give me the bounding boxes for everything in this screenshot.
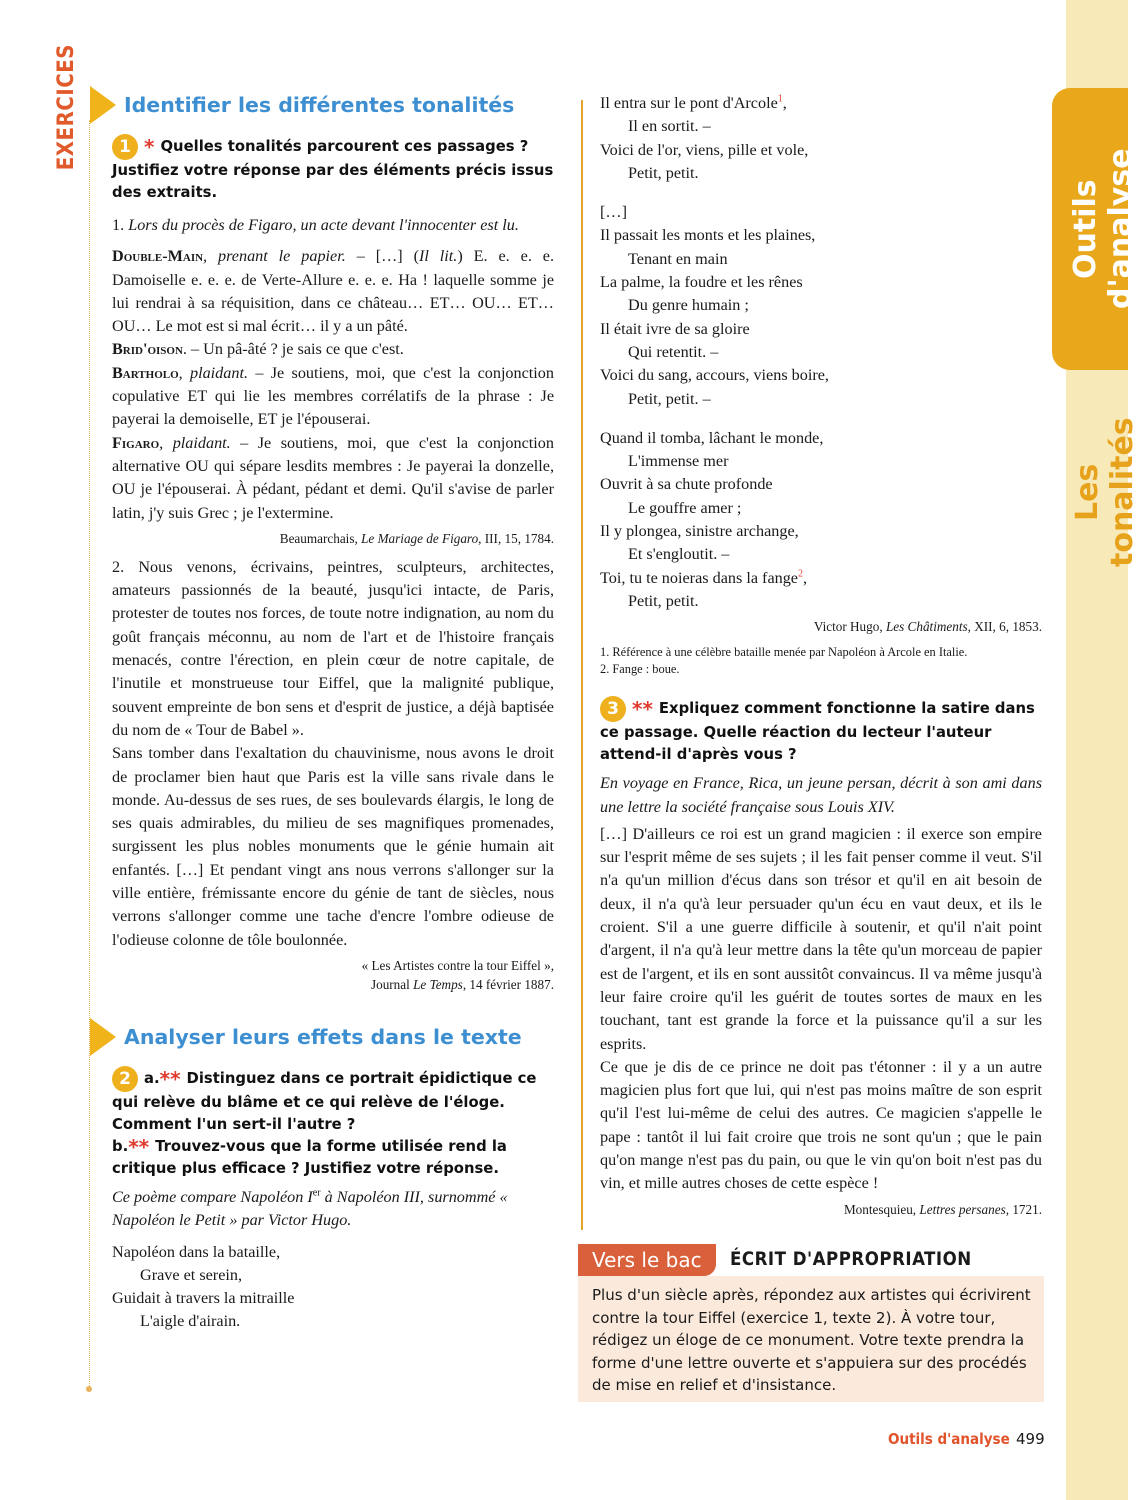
page-number: 499: [1016, 1430, 1045, 1448]
poem-stanza-1: Napoléon dans la bataille, Grave et serein, Guidait à travers la mitraille L'aigle d'airain.: [112, 1242, 295, 1331]
poem-stanza-2: Il passait les monts et les plaines, Tenant en main La palme, la foudre et les rênes Du genre humain ; Il était ivre de sa gloire Qui retentit. – Voici du sang, accours, viens boire, Petit, petit. –: [600, 226, 829, 408]
exercise-2-question-b: b.** Trouvez-vous que la forme utilisée rend la critique plus efficace ? Justifiez votre réponse.: [112, 1134, 507, 1177]
chapter-tab-outils-label: Outils d'analyse: [1068, 148, 1138, 310]
text-1-intro: 1. Lors du procès de Figaro, un acte devant l'innocenter est lu.: [112, 216, 519, 234]
exercices-label: EXERCICES: [54, 44, 79, 171]
exercise-1-question: 1 * Quelles tonalités parcourent ces passages ? Justifiez votre réponse par des éléments précis issus des extraits.: [112, 135, 554, 201]
text-2-paragraph-2: Sans tomber dans l'exaltation du chauvinisme, nous avons le droit de proclamer bien haut que Paris est la ville sans rivale dans le monde. Au-dessus de ses rues, de ses boulevards élargis, le long de ses quais admirables, du milieu de ses magnifiques promenades, surgissent les plus nobles monuments que le génie humain ait enfantés. […] Et pendant vingt ans nous verrons s'allonger sur la ville entière, frémissante encore du génie de tant de siècles, nous verrons s'allonger comme une tache d'encre l'ombre odieuse de l'odieuse colonne de tôle boulonnée.: [112, 744, 554, 949]
left-divider-dot: [86, 1386, 92, 1392]
text-2-paragraph-1: 2. Nous venons, écrivains, peintres, sculpteurs, architectes, amateurs passionnés de la beauté, jusqu'ici intacte, de Paris, protester de toutes nos forces, de toute notre indignation, au nom du goût français méconnu, au nom de l'art et de l'histoire français menacés, contre l'érection, en plein cœur de notre capitale, de l'inutile et monstrueuse tour Eiffel, que la malignité publique, souvent empreinte de bon sens et d'esprit de justice, a déjà baptisée du nom de « Tour de Babel ».: [112, 557, 554, 739]
chapter-tab-tonalites-label[interactable]: Les tonalités: [1070, 417, 1140, 567]
source-hugo: Victor Hugo, Les Châtiments, XII, 6, 1853.: [813, 619, 1042, 635]
bac-box: [578, 1276, 1044, 1402]
footer-chapter-label: Outils d'analyse: [888, 1430, 1010, 1448]
dialogue-bridoison: Brid'oison. – Un pâ-âté ? je sais ce que c'est.: [112, 340, 404, 359]
footnote-2: 2. Fange : boue.: [600, 662, 680, 677]
bac-tag: Vers le bac: [578, 1244, 716, 1276]
difficulty-stars: *: [144, 135, 155, 159]
source-montesquieu: Montesquieu, Lettres persanes, 1721.: [843, 1201, 1042, 1217]
exercise-number-badge: 1: [112, 134, 138, 160]
poem-gap: […]: [600, 203, 627, 222]
right-column: [600, 92, 1042, 1227]
dialogue-bartholo: Bartholo, plaidant. – Je soutiens, moi, que c'est la conjonction copulative ET qui lie les membres corrélatifs de la phrase : Je payerai la demoiselle, ET je l'épouserai.: [112, 363, 554, 429]
exercise-3-question: 3 ** Expliquez comment fonctionne la satire dans ce passage. Quelle réaction du lecteur l'auteur attend-il d'après vous ?: [600, 697, 1035, 764]
triangle-marker-icon: [90, 1018, 116, 1056]
bac-text: Plus d'un siècle après, répondez aux artistes qui écrivirent contre la tour Eiffel (exercice 1, texte 2). À votre tour, rédigez un éloge de ce monument. Votre texte prendra la forme d'une lettre ouverte et s'appuiera sur des procédés de mise en relief et d'insistance.: [592, 1286, 1031, 1394]
left-column: [112, 90, 554, 1334]
exercise-number-badge: 3: [600, 696, 626, 722]
footnotes: [600, 644, 1042, 678]
section-title-analyser: Analyser leurs effets dans le texte: [112, 1022, 554, 1052]
bac-title: ÉCRIT D'APPROPRIATION: [730, 1249, 972, 1270]
exercise-number-badge: 2: [112, 1066, 138, 1092]
poem-intro: Ce poème compare Napoléon Ier à Napoléon III, surnommé « Napoléon le Petit » par Victor Hugo.: [112, 1187, 508, 1230]
dialogue-doublemain: Double-Main, prenant le papier. – […] (Il lit.) E. e. e. e. Damoiselle e. e. e. de Verte-Allure e. e. e. Ha ! laquelle somme je lui rendrai à sa réquisition, dans ce château… ET… OU… ET… OU… Le mot est si mal écrit… il y a un pâté.: [112, 247, 555, 336]
triangle-marker-icon: [90, 86, 116, 124]
footnote-ref: 1: [777, 93, 783, 105]
source-beaumarchais: Beaumarchais, Le Mariage de Figaro, III, 15, 1784.: [279, 530, 554, 546]
text-3-paragraph-2: Ce que je dis de ce prince ne doit pas t'étonner : il y a un autre magicien plus fort que lui, qui n'est pas moins maître de son esprit qu'il l'est lui-même de celui des autres. Ce magicien s'appelle le pape : tantôt il lui fait croire que trois ne sont qu'un ; que le pain qu'on mange n'est pas du pain, ou que le vin qu'on boit n'est pas du vin, et mille autres choses de cette espèce !: [600, 1057, 1042, 1193]
section-title-identifier: Identifier les différentes tonalités: [112, 90, 554, 120]
text-3-paragraph-1: […] D'ailleurs ce roi est un grand magicien : il exerce son empire sur l'esprit même de ses sujets ; il les fait penser comme il veut. S'il n'a qu'un million d'écus dans son trésor et qu'il en ait besoin de deux, il n'a qu'à leur persuader qu'un écu en vaut deux, et ils le croient. S'il a une guerre difficile à soutenir, et qu'il n'ait point d'argent, il n'a qu'à leur mettre dans la tête qu'un morceau de papier est de l'argent, et ils en sont aussitôt convaincus. Il va même jusqu'à leur faire croire qu'il les guérit de toutes sortes de maux en les touchant, tant est grande la force et la puissance qu'il a sur les esprits.: [600, 824, 1042, 1053]
footnote-ref: 2: [798, 568, 803, 580]
footnote-1: 1. Référence à une célèbre bataille menée par Napoléon à Arcole en Italie.: [600, 645, 968, 660]
text-3-intro: En voyage en France, Rica, un jeune persan, décrit à son ami dans une lettre la société française sous Louis XIV.: [600, 774, 1042, 816]
difficulty-stars: **: [159, 1066, 181, 1091]
left-divider: [89, 120, 91, 1390]
poem-stanza-1-cont: Il entra sur le pont d'Arcole$^1$, Il en sortit. – Voici de l'or, viens, pille et vole, Petit, petit.: [600, 93, 809, 182]
dialogue-figaro: Figaro, plaidant. – Je soutiens, moi, que c'est la conjonction alternative OU qui sépare lesdits membres : Je payerai la donzelle, OU je l'épouserai. À pédant, pédant et demi. Qu'il s'avise de parler latin, j'y suis Grec ; je l'extermine.: [112, 433, 554, 522]
column-divider: [581, 100, 583, 1230]
bac-header: [578, 1244, 1044, 1276]
difficulty-stars: **: [632, 697, 653, 722]
source-le-temps: « Les Artistes contre la tour Eiffel », Journal Le Temps, 14 février 1887.: [361, 957, 554, 992]
poem-stanza-3: Quand il tomba, lâchant le monde, L'immense mer Ouvrit à sa chute profonde Le gouffre amer ; Il y plongea, sinistre archange, Et s'engloutit. – Toi, tu te noieras dans la fange$^2$, Petit, petit.: [600, 428, 824, 610]
difficulty-stars: **: [128, 1134, 150, 1159]
exercise-2-question-a: 2 a.** Distinguez dans ce portrait épidictique ce qui relève du blâme et ce qui relève de l'éloge. Comment l'un sert-il l'autre ?: [112, 1066, 537, 1133]
